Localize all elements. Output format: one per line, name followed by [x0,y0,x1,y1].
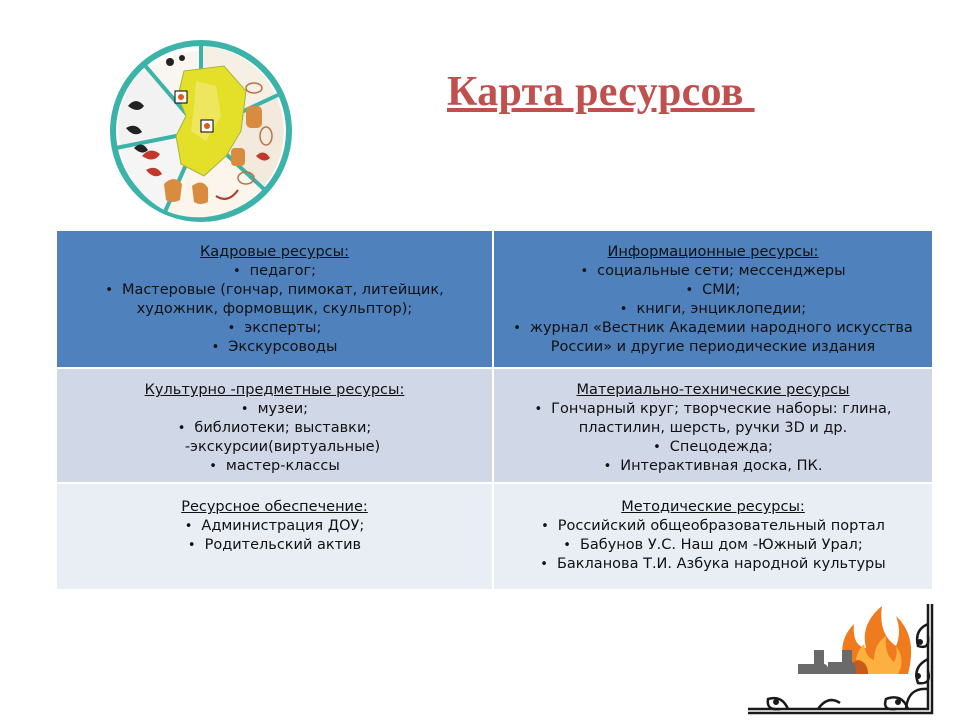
resource-table [57,231,934,591]
list-item: • журнал «Вестник Академии народного искусства [494,319,932,338]
list-item: • Интерактивная доска, ПК. [494,457,932,476]
list-item: • библиотеки; выставки; [57,419,492,438]
cell-support-resources [57,484,494,591]
list-item: • СМИ; [494,281,932,300]
list-item: художник, формовщик, скульптор); [136,301,413,317]
cell-heading: Кадровые ресурсы: [200,244,349,260]
list-item: • Мастеровые (гончар, пимокат, литейщик, [57,281,492,300]
cell-information-resources [494,231,934,369]
list-item: • Гончарный круг; творческие наборы: глина, [494,400,932,419]
list-item: • Бакланова Т.И. Азбука народной культуры [494,555,932,574]
cell-heading: Методические ресурсы: [621,499,805,515]
list-item: • социальные сети; мессенджеры [494,262,932,281]
cell-heading: Материально-технические ресурсы [576,382,850,398]
cell-methodical-resources [494,484,934,591]
list-item: • Российский общеобразовательный портал [494,517,932,536]
list-item: • эксперты; [57,319,492,338]
cell-heading: Информационные ресурсы: [607,244,819,260]
page-title: Карта ресурсов [447,69,755,115]
cell-personnel-resources [57,231,494,369]
list-item: • Бабунов У.С. Наш дом -Южный Урал; [494,536,932,555]
list-item: России» и другие периодические издания [550,339,876,355]
cell-material-resources [494,369,934,484]
list-item: • педагог; [57,262,492,281]
regional-emblem-icon [106,36,296,226]
list-item: • музеи; [57,400,492,419]
list-item: • Экскурсоводы [57,338,492,357]
cell-heading: Ресурсное обеспечение: [181,499,368,515]
list-item: • Родительский актив [57,536,492,555]
list-item: пластилин, шерсть, ручки 3D и др. [578,420,848,436]
list-item: • мастер-классы [57,457,492,476]
cell-heading: Культурно -предметные ресурсы: [144,382,405,398]
cell-cultural-resources [57,369,494,484]
flame-ornament-icon [748,604,938,716]
list-item: • книги, энциклопедии; [494,300,932,319]
list-item: • Администрация ДОУ; [57,517,492,536]
list-item: • Спецодежда; [494,438,932,457]
list-item: -экскурсии(виртуальные) [184,439,381,455]
